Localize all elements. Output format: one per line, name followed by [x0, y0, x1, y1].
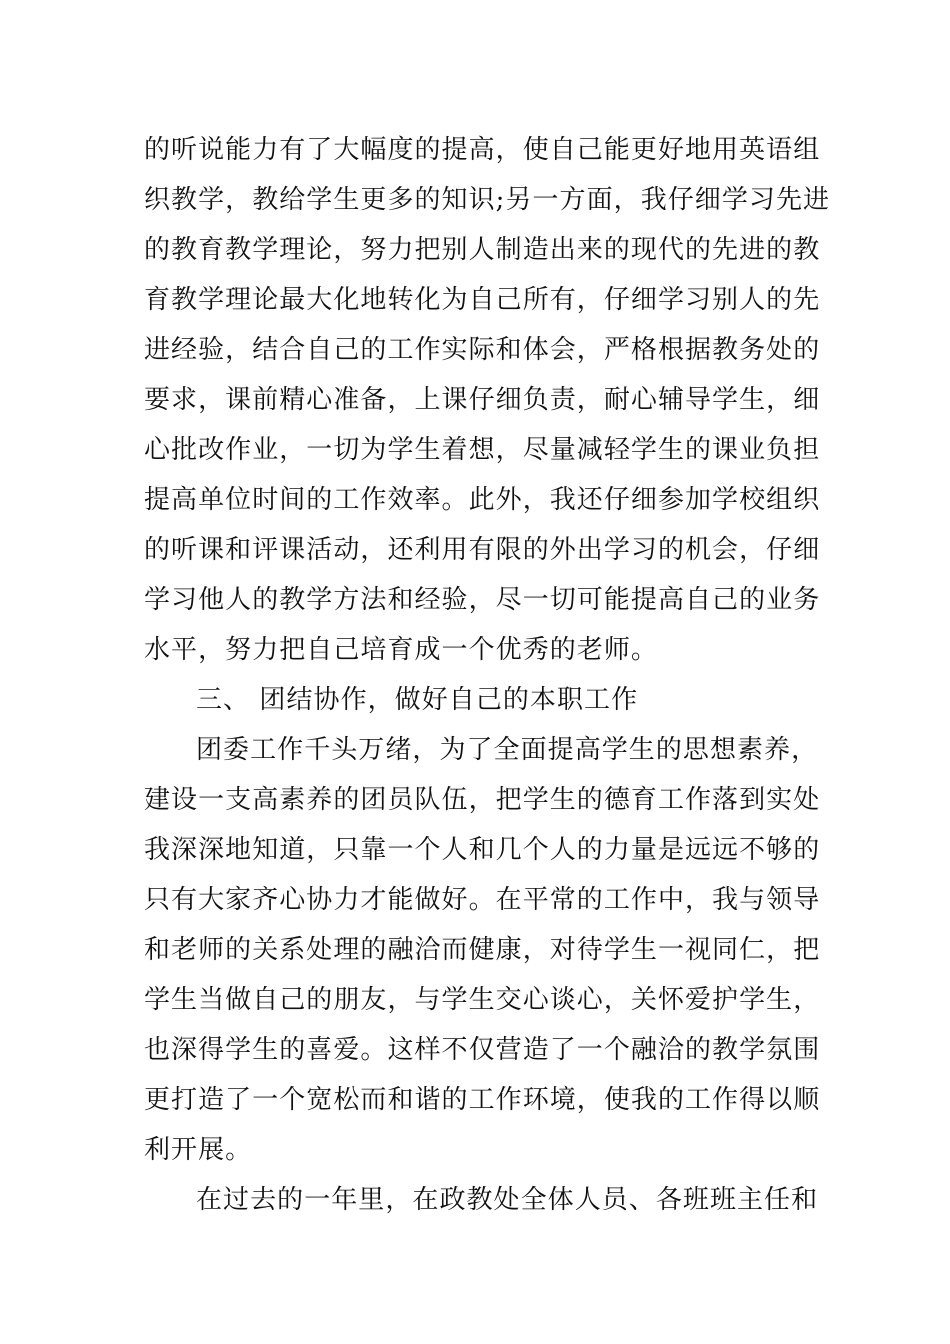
paragraph-line: 育教学理论最大化地转化为自己所有，仔细学习别人的先 [144, 285, 821, 315]
section-heading: 三、 团结协作，做好自己的本职工作 [196, 685, 639, 715]
paragraph-line: 只有大家齐心协力才能做好。在平常的工作中，我与领导 [144, 885, 821, 915]
paragraph-line: 学习他人的教学方法和经验，尽一切可能提高自己的业务 [144, 585, 821, 615]
paragraph-line: 我深深地知道，只靠一个人和几个人的力量是远远不够的 [144, 835, 821, 865]
paragraph-line: 提高单位时间的工作效率。此外，我还仔细参加学校组织 [144, 485, 821, 515]
paragraph-first-line: 在过去的一年里，在政教处全体人员、各班班主任和 [196, 1185, 819, 1215]
paragraph-first-line: 团委工作千头万绪，为了全面提高学生的思想素养， [196, 735, 819, 765]
paragraph-line: 进经验，结合自己的工作实际和体会，严格根据教务处的 [144, 335, 821, 365]
paragraph-line: 利开展。 [144, 1135, 253, 1165]
paragraph-line: 也深得学生的喜爱。这样不仅营造了一个融洽的教学氛围 [144, 1035, 821, 1065]
paragraph-line: 要求，课前精心准备，上课仔细负责，耐心辅导学生，细 [144, 385, 821, 415]
paragraph-line: 的教育教学理论，努力把别人制造出来的现代的先进的教 [144, 235, 821, 265]
paragraph-line: 建设一支高素养的团员队伍，把学生的德育工作落到实处 [144, 785, 821, 815]
paragraph-line: 的听课和评课活动，还利用有限的外出学习的机会，仔细 [144, 535, 821, 565]
paragraph-line: 学生当做自己的朋友，与学生交心谈心，关怀爱护学生， [144, 985, 821, 1015]
paragraph-line: 的听说能力有了大幅度的提高，使自己能更好地用英语组 [144, 135, 821, 165]
paragraph-line: 和老师的关系处理的融洽而健康，对待学生一视同仁，把 [144, 935, 821, 965]
paragraph-line: 心批改作业，一切为学生着想，尽量减轻学生的课业负担 [144, 435, 821, 465]
paragraph-line: 更打造了一个宽松而和谐的工作环境，使我的工作得以顺 [144, 1085, 821, 1115]
paragraph-line: 织教学，教给学生更多的知识;另一方面，我仔细学习先进 [144, 185, 831, 215]
paragraph-line: 水平，努力把自己培育成一个优秀的老师。 [144, 635, 658, 665]
